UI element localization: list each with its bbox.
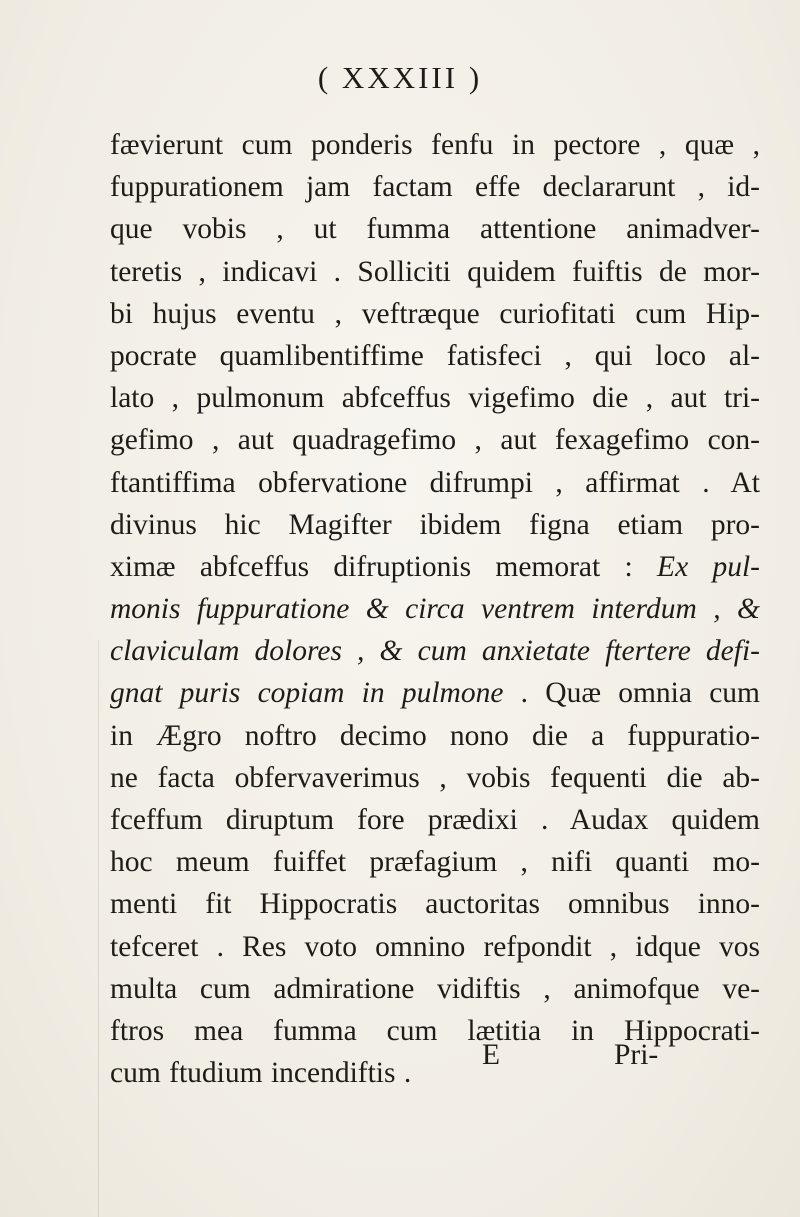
text-line — [110, 883, 760, 925]
italic-quote-segment: monis fuppuratione & circa ventrem interdum , & — [110, 593, 760, 626]
text-line — [110, 377, 760, 419]
body-text — [110, 124, 760, 1094]
text-line — [110, 335, 760, 377]
text-segment: gefimo , aut quadragefimo , aut fexagefimo con- — [110, 424, 760, 457]
text-line — [110, 251, 760, 293]
text-segment: fævierunt cum ponderis fenfu in pectore , quæ , — [110, 129, 760, 161]
text-segment: fuppurationem jam factam effe declararunt , id- — [110, 171, 760, 204]
italic-quote-segment: gnat puris copiam in pulmone — [110, 677, 504, 710]
text-line — [110, 672, 760, 714]
text-line — [110, 546, 760, 588]
text-segment: fceffum diruptum fore prædixi . Audax quidem — [110, 804, 760, 836]
text-line — [110, 715, 760, 757]
text-line — [110, 208, 760, 250]
text-line — [110, 841, 760, 883]
gutter-shadow — [98, 640, 99, 1217]
text-line — [110, 504, 760, 546]
text-line — [110, 462, 760, 504]
text-segment: teretis , indicavi . Solliciti quidem fuiftis de mor- — [110, 255, 760, 288]
text-segment: multa cum admiratione vidiftis , animofque ve- — [110, 972, 760, 1005]
text-line — [110, 630, 760, 672]
page-footer — [0, 1039, 800, 1081]
text-line — [110, 588, 760, 630]
text-segment: que vobis , ut fumma attentione animadver- — [110, 213, 760, 246]
text-segment: bi hujus eventu , veftræque curiofitati cum Hip- — [110, 297, 760, 330]
page-number: ( XXXIII ) — [317, 60, 483, 95]
text-line — [110, 968, 760, 1010]
text-segment: in Ægro noftro decimo nono die a fuppuratio- — [110, 719, 760, 752]
text-line — [110, 799, 760, 841]
text-segment: ftantiffima obfervatione difrumpi , affirmat . At — [110, 466, 760, 499]
text-segment: cum ftudium incendiftis . — [110, 1057, 412, 1090]
italic-quote-segment: claviculam dolores , & cum anxietate ftertere defi- — [110, 635, 760, 668]
signature-mark: E — [482, 1039, 501, 1071]
italic-quote-segment: Ex pul- — [657, 550, 760, 583]
text-line — [110, 419, 760, 461]
text-segment: lato , pulmonum abfceffus vigefimo die , aut tri- — [110, 382, 760, 415]
text-segment: tefceret . Res voto omnino refpondit , idque vos — [110, 930, 760, 963]
text-line — [110, 926, 760, 968]
text-segment: menti fit Hippocratis auctoritas omnibus inno- — [110, 888, 760, 921]
text-line — [110, 293, 760, 335]
catchword: Pri- — [614, 1039, 659, 1071]
text-segment: ximæ abfceffus difruptionis memorat : — [110, 550, 658, 583]
text-line — [110, 124, 760, 166]
text-segment: hoc meum fuiffet præfagium , nifi quanti mo- — [110, 846, 760, 879]
text-segment: ne facta obfervaverimus , vobis fequenti die ab- — [110, 761, 760, 794]
text-line — [110, 757, 760, 799]
text-segment: ftros mea fumma cum lætitia in Hippocrati- — [110, 1014, 760, 1047]
text-segment: pocrate quamlibentiffime fatisfeci , qui loco al- — [110, 339, 760, 372]
text-segment: divinus hic Magifter ibidem figna etiam pro- — [110, 508, 760, 541]
text-line — [110, 166, 760, 208]
text-segment: . Quæ omnia cum — [503, 677, 760, 710]
